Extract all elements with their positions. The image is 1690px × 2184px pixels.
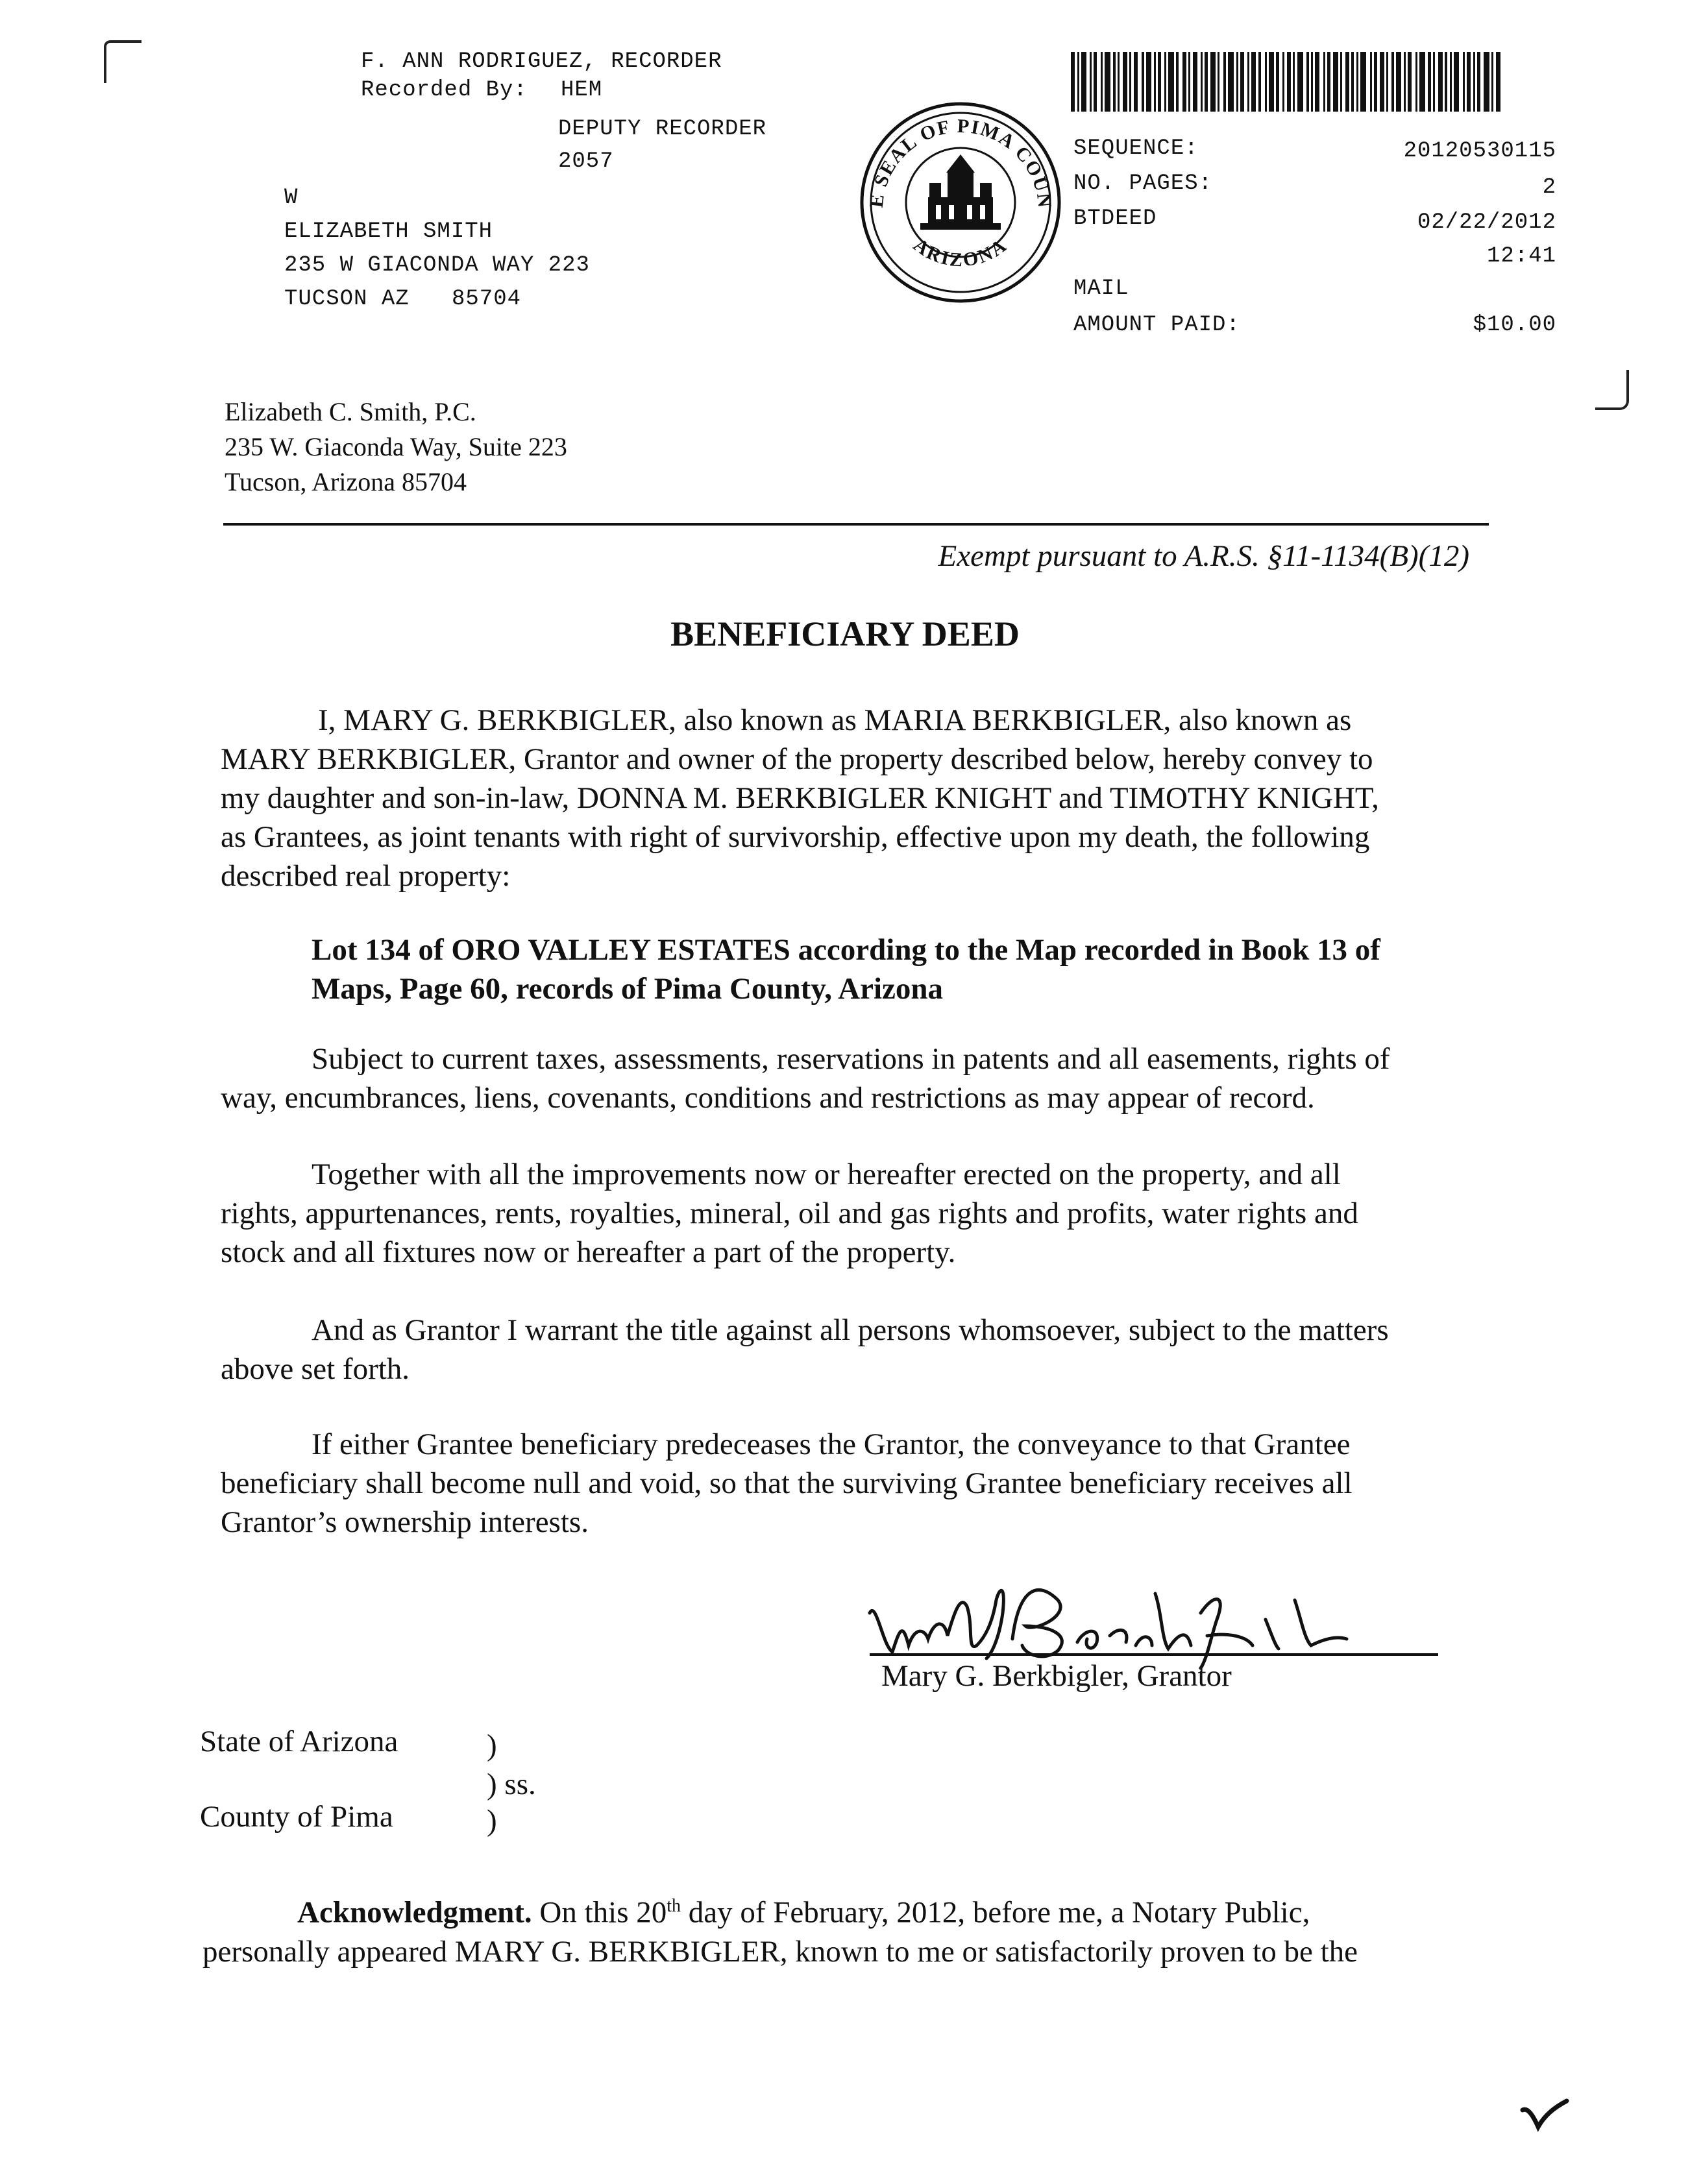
signature-name: Mary G. Berkbigler, Grantor bbox=[881, 1659, 1232, 1693]
svg-text:ARIZONA bbox=[909, 234, 1011, 271]
exemption-note: Exempt pursuant to A.R.S. §11-1134(B)(12) bbox=[938, 539, 1469, 573]
warranty-paragraph bbox=[221, 1311, 1389, 1389]
handwritten-page-mark bbox=[1519, 2096, 1571, 2135]
return-city: TUCSON AZ bbox=[284, 287, 410, 311]
sequence-value: 20120530115 bbox=[1403, 139, 1556, 164]
divider-rule bbox=[223, 523, 1489, 526]
ack-superscript: th bbox=[667, 1896, 681, 1916]
amount-paid-value: $10.00 bbox=[1473, 313, 1556, 337]
predecease-line: If either Grantee beneficiary predeceases the Grantor, the conveyance to that Grantee bbox=[312, 1427, 1351, 1461]
subject-line: way, encumbrances, liens, covenants, conditions and restrictions as may appear of record. bbox=[221, 1081, 1315, 1115]
predecease-paragraph bbox=[221, 1425, 1353, 1542]
deputy-number: 2057 bbox=[558, 149, 614, 174]
ack-line-2: personally appeared MARY G. BERKBIGLER, known to me or satisfactorily proven to be the bbox=[202, 1934, 1358, 1969]
warranty-line: And as Grantor I warrant the title against all persons whomsoever, subject to the matters bbox=[312, 1313, 1389, 1347]
ack-label: Acknowledgment. bbox=[297, 1895, 532, 1930]
subject-paragraph bbox=[221, 1039, 1390, 1117]
predecease-line: Grantor’s ownership interests. bbox=[221, 1505, 589, 1539]
together-paragraph bbox=[221, 1155, 1358, 1272]
corner-mark-top-left bbox=[104, 40, 141, 83]
legal-line: Lot 134 of ORO VALLEY ESTATES according to the Map recorded in Book 13 of bbox=[312, 933, 1380, 967]
ack-line-1 bbox=[202, 1887, 1358, 1932]
together-line: Together with all the improvements now or hereafter erected on the property, and all bbox=[312, 1158, 1341, 1191]
return-street: 235 W GIACONDA WAY 223 bbox=[284, 253, 590, 278]
page-number bbox=[1519, 2096, 1571, 2135]
warranty-line: above set forth. bbox=[221, 1352, 410, 1386]
recording-time: 12:41 bbox=[1486, 244, 1556, 269]
grant-line: MARY BERKBIGLER, Grantor and owner of the property described below, hereby convey to bbox=[221, 742, 1373, 776]
return-address-line1: Elizabeth C. Smith, P.C. bbox=[225, 397, 476, 426]
return-name: ELIZABETH SMITH bbox=[284, 219, 493, 244]
acknowledgment-paragraph bbox=[202, 1887, 1358, 1971]
return-address-line2: 235 W. Giaconda Way, Suite 223 bbox=[225, 432, 567, 461]
venue-paren-1: ) bbox=[487, 1729, 497, 1762]
doc-type: BTDEED bbox=[1073, 206, 1157, 231]
legal-description bbox=[312, 930, 1380, 1008]
grant-line: as Grantees, as joint tenants with right of survivorship, effective upon my death, the following bbox=[221, 820, 1370, 854]
recorder-name: F. ANN RODRIGUEZ, RECORDER bbox=[361, 49, 722, 74]
document-title: BENEFICIARY DEED bbox=[670, 614, 1020, 653]
recorded-by-label: Recorded By: bbox=[361, 78, 528, 103]
pages-value: 2 bbox=[1542, 175, 1556, 200]
corner-mark-right bbox=[1595, 370, 1629, 410]
ack-text-a: On this 20 bbox=[539, 1895, 667, 1930]
together-line: stock and all fixtures now or hereafter a part of the property. bbox=[221, 1235, 956, 1269]
signature-scrawl bbox=[863, 1574, 1447, 1671]
return-address-line3: Tucson, Arizona 85704 bbox=[225, 467, 467, 496]
ack-text-b: day of February, 2012, before me, a Notary Public, bbox=[681, 1895, 1310, 1930]
delivery-method: MAIL bbox=[1073, 276, 1129, 301]
grantor-signature bbox=[863, 1574, 1447, 1671]
recording-date: 02/22/2012 bbox=[1417, 210, 1556, 235]
subject-line: Subject to current taxes, assessments, reservations in patents and all easements, rights of bbox=[312, 1042, 1390, 1076]
return-zip: 85704 bbox=[452, 287, 522, 311]
together-line: rights, appurtenances, rents, royalties, mineral, oil and gas rights and profits, water rights and bbox=[221, 1196, 1358, 1230]
return-code: W bbox=[284, 186, 299, 210]
predecease-line: beneficiary shall become null and void, so that the surviving Grantee beneficiary receives all bbox=[221, 1466, 1353, 1500]
barcode bbox=[1071, 52, 1589, 112]
grant-line: described real property: bbox=[221, 859, 511, 893]
venue-state: State of Arizona bbox=[200, 1725, 398, 1758]
deputy-recorder: DEPUTY RECORDER bbox=[558, 117, 767, 141]
signature-line bbox=[870, 1653, 1438, 1656]
county-seal bbox=[858, 100, 1063, 305]
sequence-label: SEQUENCE: bbox=[1073, 136, 1199, 161]
amount-paid-label: AMOUNT PAID: bbox=[1073, 313, 1240, 337]
recorded-by-value: HEM bbox=[561, 78, 603, 103]
seal-building-icon bbox=[920, 154, 1001, 230]
venue-paren-2: ) bbox=[487, 1804, 497, 1838]
pages-label: NO. PAGES: bbox=[1073, 171, 1213, 196]
grant-line: my daughter and son-in-law, DONNA M. BERKBIGLER KNIGHT and TIMOTHY KNIGHT, bbox=[221, 781, 1379, 815]
legal-line: Maps, Page 60, records of Pima County, Arizona bbox=[312, 972, 944, 1006]
venue-county: County of Pima bbox=[200, 1800, 393, 1834]
seal-bottom-text: ARIZONA bbox=[909, 234, 1012, 271]
grant-paragraph bbox=[221, 701, 1379, 895]
venue-ss: ) ss. bbox=[487, 1767, 536, 1801]
seal-top-text: E SEAL OF PIMA COUN bbox=[865, 115, 1056, 210]
county-seal-graphic bbox=[858, 100, 1063, 305]
grant-line: I, MARY G. BERKBIGLER, also known as MARIA BERKBIGLER, also known as bbox=[318, 703, 1352, 737]
